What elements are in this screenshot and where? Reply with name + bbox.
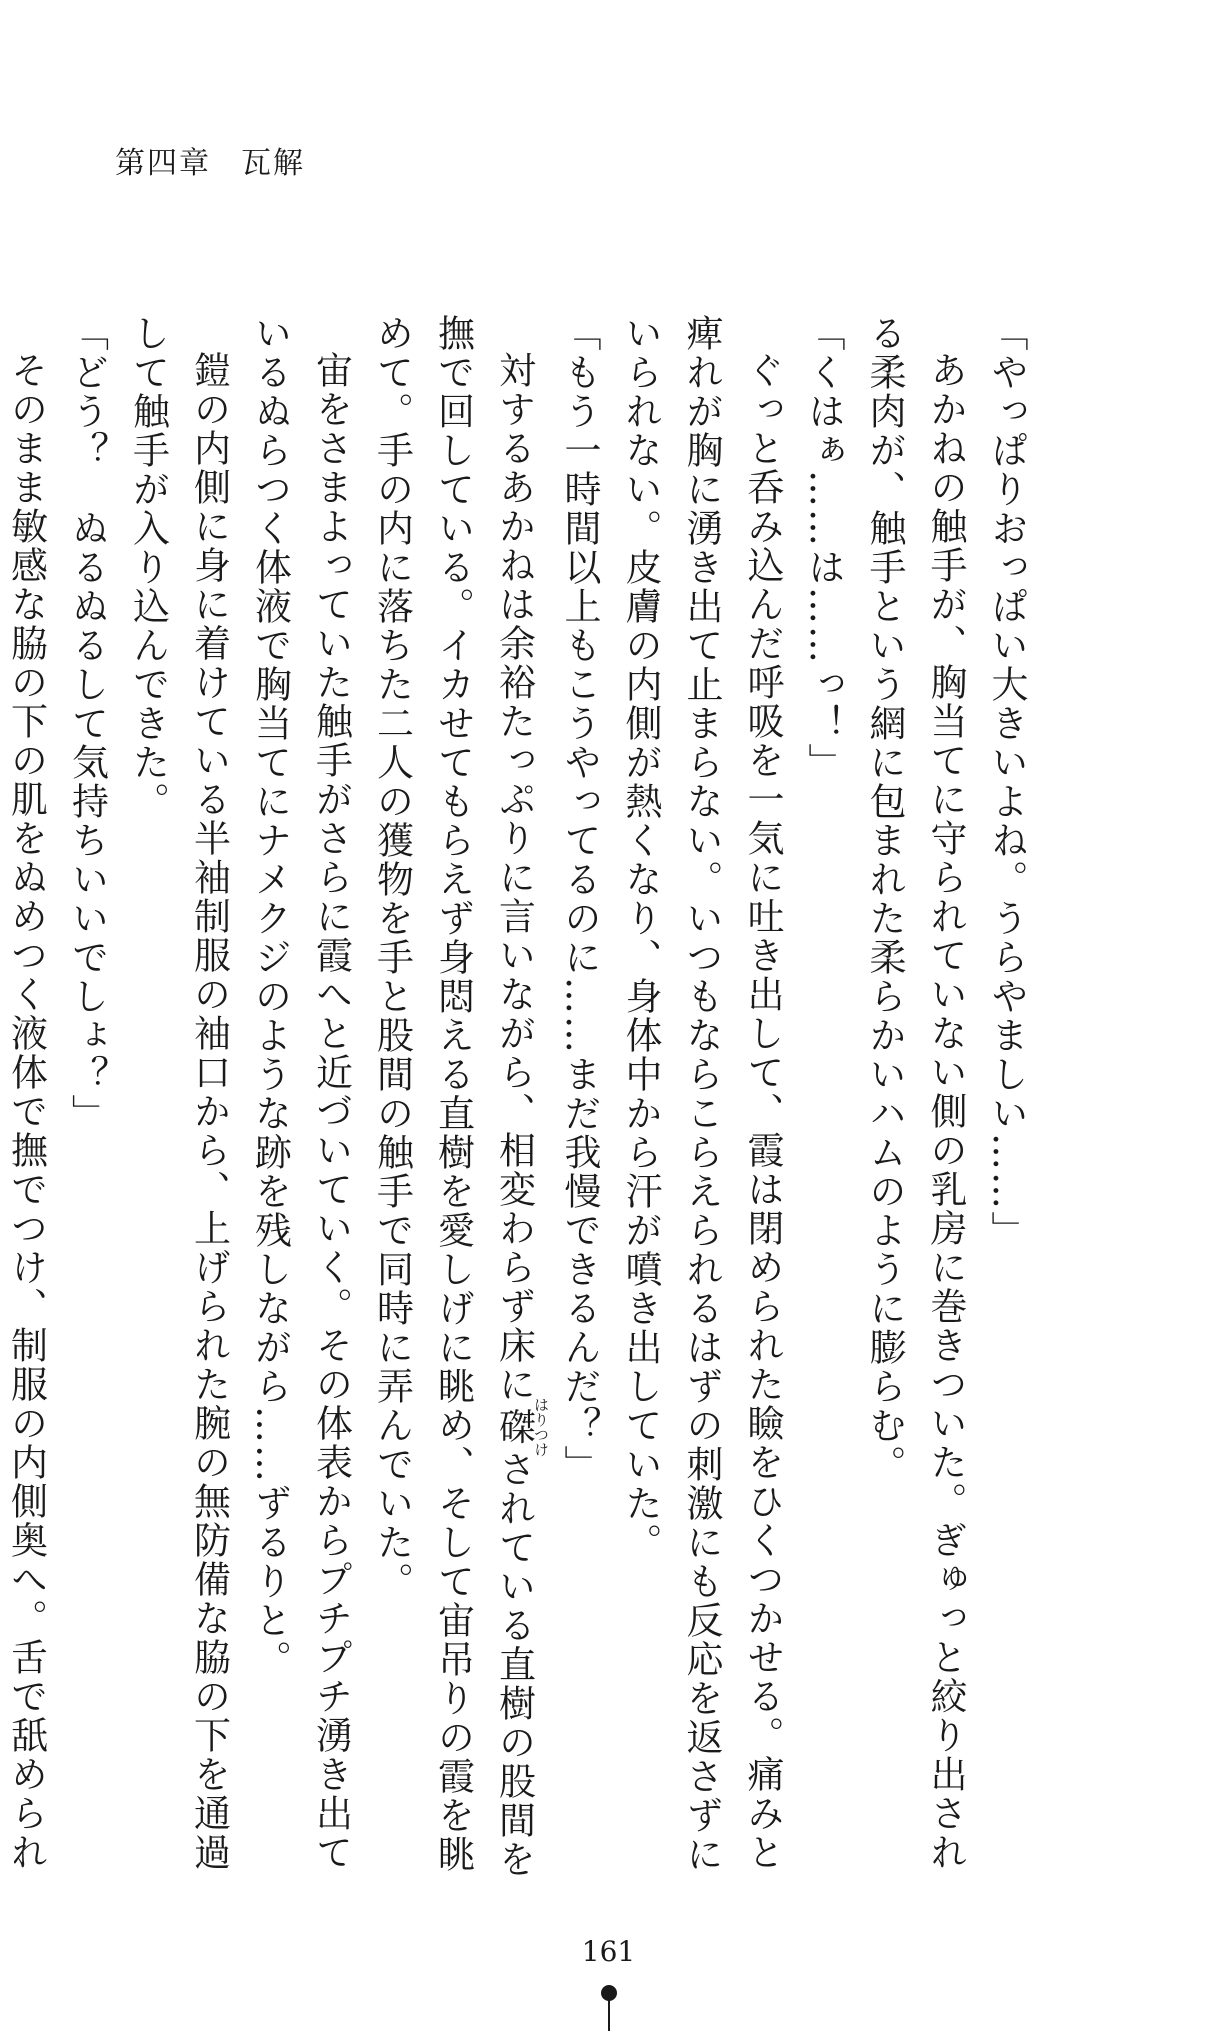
text-column: 宙をさまよっていた触手がさらに霞へと近づいていく。その体表からプチプチ湧き出て xyxy=(309,351,353,1872)
text-column: めて。手の内に落ちた二人の獲物を手と股間の触手で同時に弄んでいた。 xyxy=(370,314,414,1601)
chapter-title: 瓦解 xyxy=(241,146,305,181)
text-column: 「もう一時間以上もこうやってるのに……まだ我慢できるんだ？」 xyxy=(558,314,601,1484)
ruby-reading: はりつけ xyxy=(532,1397,550,1457)
body-text xyxy=(0,314,1037,1879)
text-column: いるぬらつく体液で胸当てにナメクジのような跡を残しながら……ずるりと。 xyxy=(248,314,292,1679)
text-column: 「やっぱりおっぱい大きいよね。うらやましい……」 xyxy=(985,314,1028,1250)
text-column: ぐっと呑み込んだ呼吸を一気に吐き出して、霞は閉められた瞼をひくつかせる。痛みと xyxy=(741,351,784,1872)
text-column: 「どう？ ぬるぬるして気持ちいいでしょ？」 xyxy=(65,314,109,1133)
column-segment: されている直樹の股間を xyxy=(492,1450,536,1879)
column-segment: 対するあかねは余裕たっぷりに言いながら、相変わらず床に xyxy=(492,351,536,1404)
text-column: 「くはぁ……は……っ！」 xyxy=(802,314,845,782)
page-marker-dot xyxy=(601,1985,617,2001)
text-column: る柔肉が、触手という網に包まれた柔らかいハムのように膨らむ。 xyxy=(863,314,906,1484)
running-head xyxy=(115,138,305,182)
ruby-annotation xyxy=(492,1397,550,1457)
text-column: して触手が入り込んできた。 xyxy=(126,314,170,821)
ruby-base: 磔 xyxy=(492,1397,536,1457)
text-column: いられない。皮膚の内側が熱くなり、身体中から汗が噴き出していた。 xyxy=(619,314,662,1562)
text-column-with-ruby xyxy=(484,314,550,1879)
chapter-number: 第四章 xyxy=(115,146,211,181)
text-column: あかねの触手が、胸当てに守られていない側の乳房に巻きついた。ぎゅっと絞り出され xyxy=(924,351,967,1872)
text-column: 鎧の内側に身に着けている半袖制服の袖口から、上げられた腕の無防備な脇の下を通過 xyxy=(187,351,231,1872)
text-column: 撫で回している。イカせてもらえず身悶える直樹を愛しげに眺め、そして宙吊りの霞を眺 xyxy=(431,314,475,1874)
page-number: 161 xyxy=(581,1935,636,1968)
page-marker-line xyxy=(608,2000,610,2031)
text-column: 痺れが胸に湧き出て止まらない。いつもならこらえられるはずの刺激にも反応を返さずに xyxy=(680,314,723,1874)
text-column: そのまま敏感な脇の下の肌をぬめつく液体で撫でつけ、制服の内側奥へ。舌で舐められ xyxy=(4,351,48,1872)
